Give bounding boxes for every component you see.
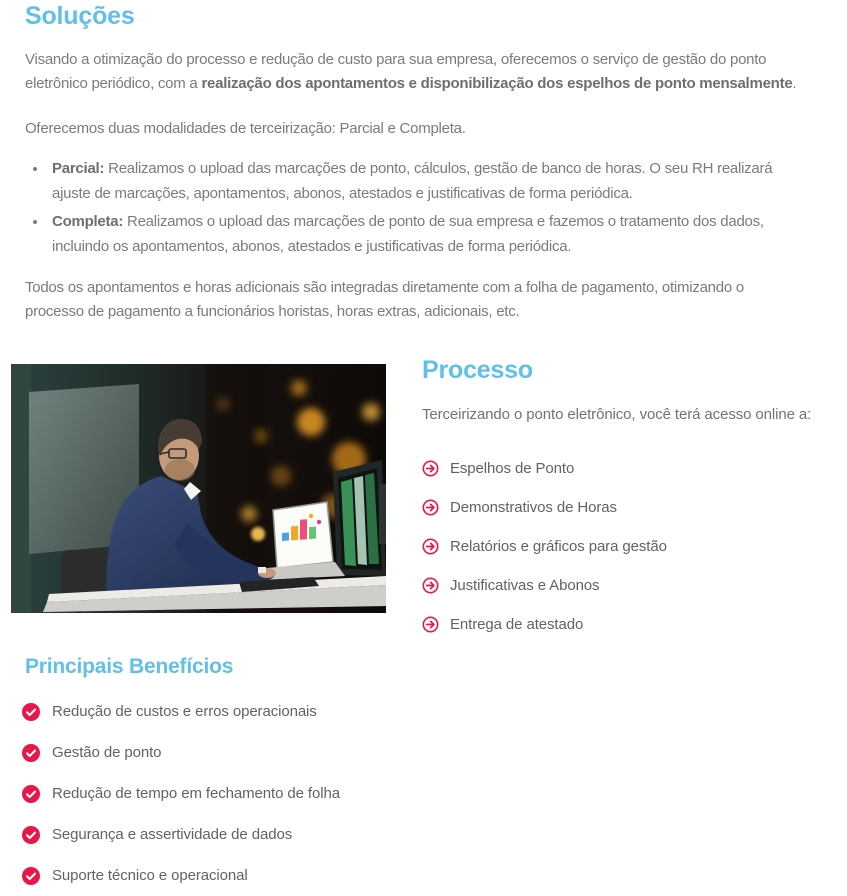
process-intro: Terceirizando o ponto eletrônico, você terá acesso online a:	[422, 406, 812, 423]
check-circle-icon	[22, 785, 40, 803]
process-item-label: Justificativas e Abonos	[450, 577, 600, 594]
process-item	[422, 488, 832, 527]
desktop-monitor	[333, 460, 386, 576]
benefit-item-label: Suporte técnico e operacional	[52, 867, 248, 884]
arrow-circle-right-icon	[422, 499, 439, 516]
payroll-paragraph: Todos os apontamentos e horas adicionais são integradas diretamente com a folha de pagamento, otimizando o processo de pagamento a funcionários horistas, horas extras, adicionais, etc.	[25, 279, 744, 320]
list-item-completa	[48, 209, 788, 259]
arrow-circle-right-icon	[422, 460, 439, 477]
process-item	[422, 527, 832, 566]
arrow-circle-right-icon	[422, 616, 439, 633]
process-item	[422, 449, 832, 488]
office-photo	[11, 364, 386, 613]
benefit-item-label: Redução de tempo em fechamento de folha	[52, 785, 340, 802]
process-title: Processo	[422, 356, 533, 384]
process-item-label: Demonstrativos de Horas	[450, 499, 617, 516]
intro-text-normal: Visando a otimização do processo e redução de custo para sua empresa, oferecemos o serviço de gestão do ponto eletrônico periódico, com a	[25, 51, 767, 92]
list-item-parcial	[48, 156, 788, 206]
benefit-item	[22, 691, 340, 732]
intro-text-bold: realização dos apontamentos e disponibilização dos espelhos de ponto mensalmente	[201, 75, 793, 92]
benefit-item-label: Redução de custos e erros operacionais	[52, 703, 317, 720]
process-item	[422, 566, 832, 605]
benefit-item	[22, 855, 340, 896]
process-item-label: Entrega de atestado	[450, 616, 584, 633]
process-item-label: Relatórios e gráficos para gestão	[450, 538, 667, 555]
completa-label: Completa:	[52, 213, 124, 230]
check-circle-icon	[22, 867, 40, 885]
benefit-item-label: Segurança e assertividade de dados	[52, 826, 293, 843]
process-list	[422, 449, 832, 644]
solutions-title: Soluções	[25, 2, 135, 30]
arrow-circle-right-icon	[422, 538, 439, 555]
check-circle-icon	[22, 703, 40, 721]
modalities-list	[48, 156, 788, 262]
benefit-item	[22, 732, 340, 773]
benefit-item	[22, 814, 340, 855]
parcial-label: Parcial:	[52, 160, 105, 177]
completa-text: Realizamos o upload das marcações de ponto de sua empresa e fazemos o tratamento dos dados, incluindo os apontamentos, abonos, atestados e justificativas de forma periódica.	[52, 213, 764, 255]
process-section	[422, 356, 832, 644]
check-circle-icon	[22, 826, 40, 844]
parcial-text: Realizamos o upload das marcações de ponto, cálculos, gestão de banco de horas. O seu RH realizará ajuste de marcações, apontamentos, abonos, atestados e justificativas de forma periódica.	[52, 160, 773, 202]
office-photo-illustration	[11, 364, 386, 613]
process-item	[422, 605, 832, 644]
modalities-paragraph: Oferecemos duas modalidades de terceirização: Parcial e Completa.	[25, 120, 466, 137]
process-item-label: Espelhos de Ponto	[450, 460, 575, 477]
intro-text-period: .	[792, 75, 797, 92]
bright-bokeh	[251, 527, 265, 541]
benefit-item-label: Gestão de ponto	[52, 744, 162, 761]
benefit-item	[22, 773, 340, 814]
check-circle-icon	[22, 744, 40, 762]
arrow-circle-right-icon	[422, 577, 439, 594]
benefits-list	[22, 691, 340, 896]
benefits-title: Principais Benefícios	[25, 655, 234, 678]
solutions-intro-paragraph	[25, 48, 797, 96]
